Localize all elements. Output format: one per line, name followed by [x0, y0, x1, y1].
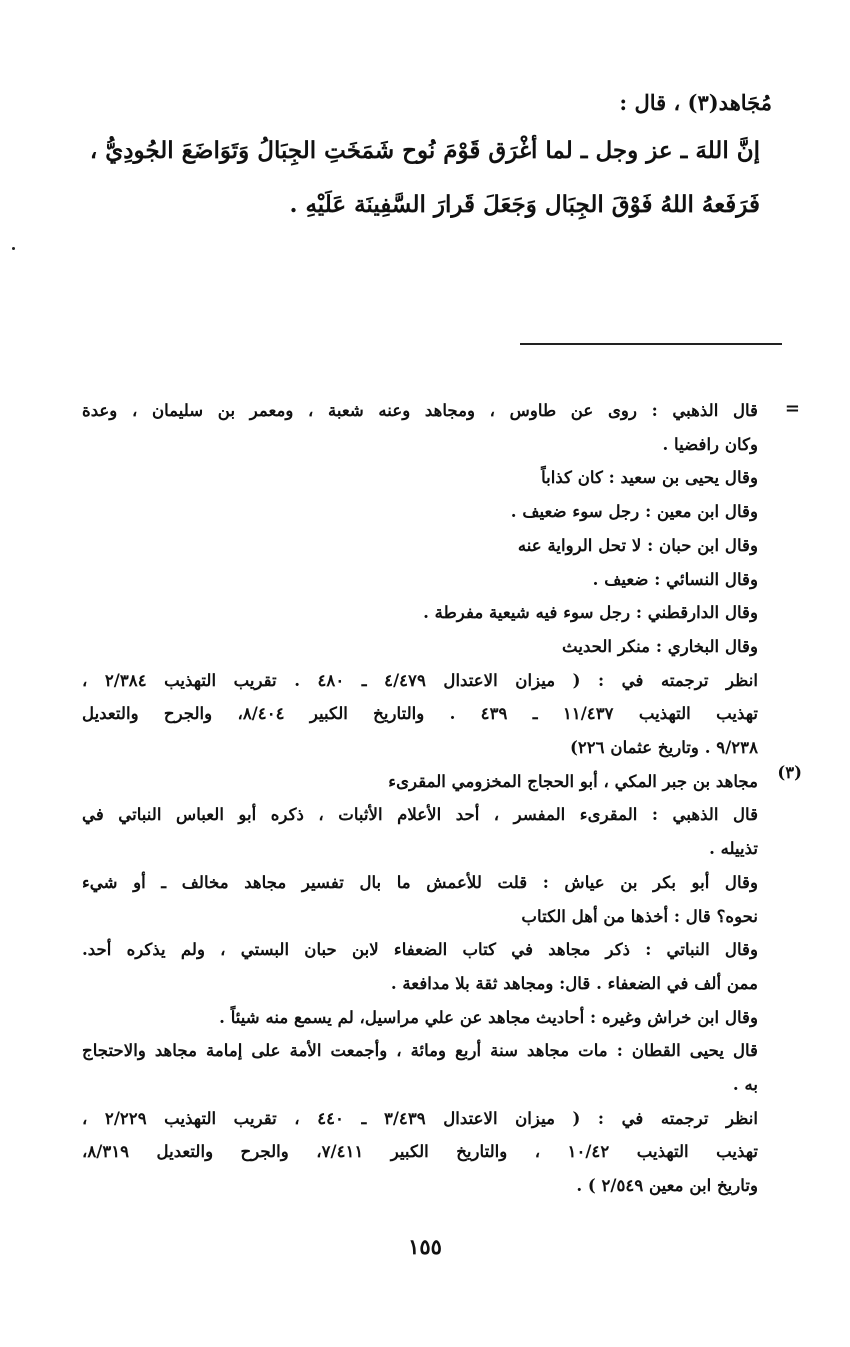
quote-line-1: إنَّ اللهَ ـ عز وجل ـ لما أغْرَق قَوْمَ نُوح شَمَخَتِ الجِبَالُ وَتَوَاضَعَ الجُودِيُّ ،	[89, 137, 760, 164]
footnote-separator	[520, 343, 782, 345]
footnote-3-line: وتاريخ ابن معين ٢/٥٤٩ ) .	[576, 1175, 758, 1196]
footnote-3-line: وقال ابن خراش وغيره : أحاديث مجاهد عن علي مراسيل، لم يسمع منه شيئاً .	[219, 1006, 758, 1027]
footnote-3-line: ممن ألف في الضعفاء . قال: ومجاهد ثقة بلا مدافعة .	[390, 972, 758, 993]
footnote-line: وقال البخاري : منكر الحديث	[562, 635, 758, 656]
footnote-3-number: (٣)	[777, 762, 802, 782]
continuation-mark: =	[784, 398, 800, 419]
margin-dot	[12, 247, 15, 250]
page-number: ١٥٥	[408, 1234, 442, 1259]
footnote-3-line: مجاهد بن جبر المكي ، أبو الحجاج المخزومي المقرىء	[388, 770, 758, 791]
footnote-line: وقال ابن معين : رجل سوء ضعيف .	[510, 501, 758, 522]
footnote-line: وقال الدارقطني : رجل سوء فيه شيعية مفرطة .	[423, 602, 758, 623]
footnote-line: وقال ابن حبان : لا تحل الرواية عنه	[517, 534, 758, 555]
quote-paragraph	[72, 124, 760, 232]
footnote-3-line: وقال النباتي : ذكر مجاهد في كتاب الضعفاء لابن حبان البستي ، ولم يذكره أحد.	[82, 939, 758, 960]
footnote-3-line: به .	[732, 1074, 758, 1095]
footnote-3-line: انظر ترجمته في : ( ميزان الاعتدال ٣/٤٣٩ ـ ٤٤٠ ، تقريب التهذيب ٢/٢٢٩ ،	[82, 1107, 758, 1128]
footnote-3-line: تهذيب التهذيب ١٠/٤٢ ، والتاريخ الكبير ٧/٤١١، والجرح والتعديل ٨/٣١٩،	[82, 1141, 758, 1162]
footnote-line: قال الذهبي : روى عن طاوس ، ومجاهد وعنه شعبة ، ومعمر بن سليمان ، وعدة	[82, 400, 758, 420]
footnote-3-line: وقال أبو بكر بن عياش : قلت للأعمش ما بال تفسير مجاهد مخالف ـ أو شيء	[82, 871, 758, 892]
main-text	[72, 86, 772, 232]
footnotes	[82, 394, 758, 1203]
footnote-3-line: نحوه؟ قال : أخذها من أهل الكتاب	[521, 905, 758, 926]
footnote-line: وقال يحيى بن سعيد : كان كذاباً	[541, 467, 758, 488]
footnote-line: تهذيب التهذيب ١١/٤٣٧ ـ ٤٣٩ . والتاريخ الكبير ٨/٤٠٤، والجرح والتعديل	[82, 703, 758, 724]
footnote-3-line: قال الذهبي : المقرىء المفسر ، أحد الأعلام الأثبات ، ذكره أبو العباس النباتي في	[82, 804, 758, 825]
footnote-line: انظر ترجمته في : ( ميزان الاعتدال ٤/٤٧٩ ـ ٤٨٠ . تقريب التهذيب ٢/٣٨٤ ،	[82, 669, 758, 690]
footnote-3-line: قال يحيى القطان : مات مجاهد سنة أربع ومائة ، وأجمعت الأمة على إمامة مجاهد والاحتجاج	[82, 1040, 758, 1061]
quote-line-2: فَرَفَعهُ اللهُ فَوْقَ الجِبَال وَجَعَلَ قَرارَ السَّفِينَة عَلَيْهِ .	[289, 191, 760, 218]
footnote-line: وقال النسائي : ضعيف .	[592, 568, 758, 589]
footnote-line: وكان رافضيا .	[662, 433, 758, 454]
footnote-3-line: تذييله .	[709, 838, 758, 859]
intro-line: مُجَاهد(٣) ، قال :	[619, 90, 772, 115]
footnote-line: ٩/٢٣٨ . وتاريخ عثمان ٢٢٦)	[570, 737, 758, 758]
